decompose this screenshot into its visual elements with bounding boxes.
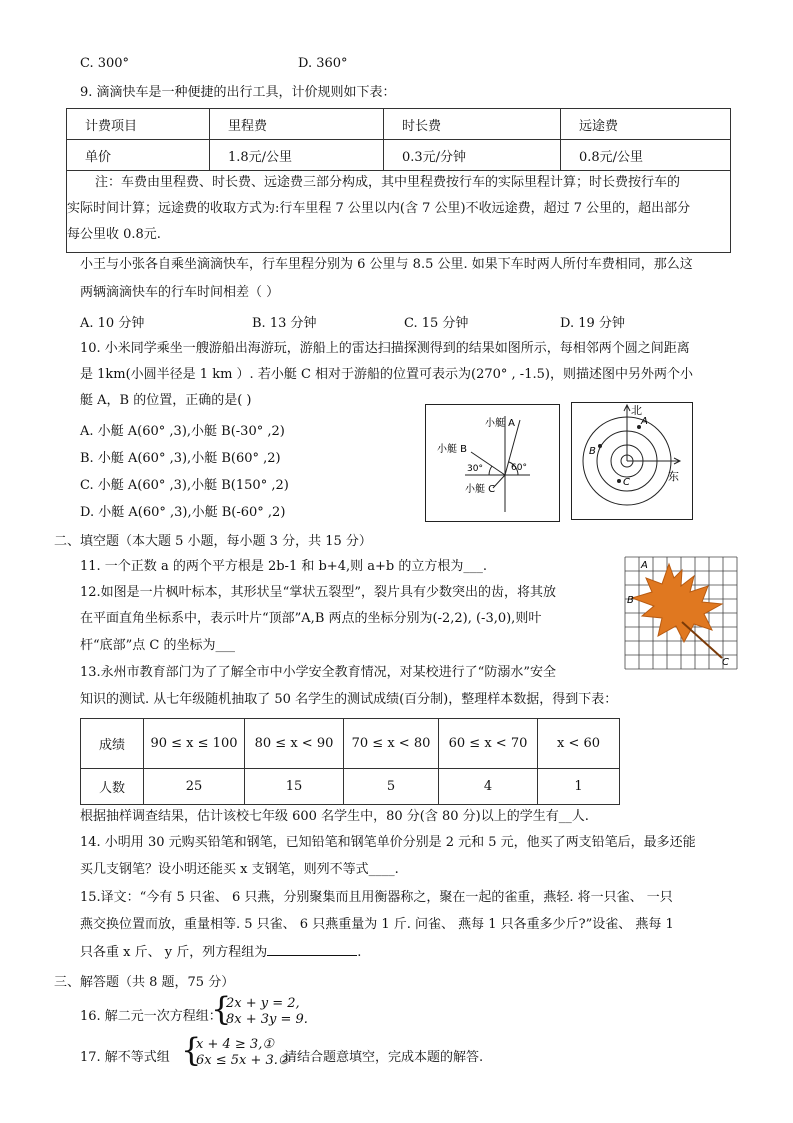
fee-table-header-row <box>67 109 731 140</box>
boat-a-label: 小艇 A <box>485 418 516 429</box>
boat-b-dot <box>598 444 602 448</box>
q11: 11. 一个正数 a 的两个平方根是 2b-1 和 b+4,则 a+b 的立方根为___. <box>80 559 487 574</box>
score-count-cell: 15 <box>245 769 344 805</box>
radar-b-label: B <box>589 446 596 457</box>
section-2-title: 二、填空题（本大题 5 小题，每小题 3 分，共 15 分） <box>54 534 372 549</box>
boat-angle-figure <box>425 404 560 522</box>
fee-table-row <box>67 140 731 171</box>
q10-option-d: D. 小艇 A(60° ,3),小艇 B(-60° ,2) <box>80 505 286 520</box>
score-count-cell: 25 <box>144 769 245 805</box>
angle-30-label: 30° <box>467 464 483 474</box>
q16-equation-1: 2x + y = 2, <box>226 996 300 1011</box>
q15-line-last: 只各重 x 斤、 y 斤，列方程组为 . <box>80 945 362 960</box>
q16-brace: { <box>211 990 232 1028</box>
q9-option-b: B. 13 分钟 <box>252 316 317 331</box>
q14-line: 买几支钢笔？设小明还能买 x 支钢笔，则列不等式____. <box>80 862 399 877</box>
score-count-cell: 1 <box>538 769 620 805</box>
q16-label: 16. 解二元一次方程组： <box>80 1009 222 1024</box>
score-table <box>80 718 620 805</box>
east-label: 东 <box>668 470 679 483</box>
q9-option-d: D. 19 分钟 <box>560 316 625 331</box>
fee-cell: 0.3元/分钟 <box>384 140 561 171</box>
q10-option-c: C. 小艇 A(60° ,3),小艇 B(150° ,2) <box>80 478 289 493</box>
q9-option-a: A. 10 分钟 <box>80 316 145 331</box>
q8-option-d: D. 360° <box>298 56 348 71</box>
q12-line: 12.如图是一片枫叶标本，其形状呈“掌状五裂型”，裂片具有少数突出的齿，将其放 <box>80 585 556 600</box>
leaf-stem <box>682 622 722 658</box>
q10-line: 10. 小米同学乘坐一艘游船出海游玩，游船上的雷达扫描探测得到的结果如图所示，每相邻两个圆之间距离 <box>80 341 690 356</box>
score-header-cell: 60 ≤ x < 70 <box>439 719 538 769</box>
score-header-cell: 70 ≤ x < 80 <box>344 719 439 769</box>
fee-cell: 0.8元/公里 <box>561 140 731 171</box>
fee-header-cell: 计费项目 <box>67 109 210 140</box>
q15-line: 15.译文：“今有 5 只雀、 6 只燕，分别聚集而且用衡器称之，聚在一起的雀重，燕轻. 将一只雀、 一只 <box>80 890 673 905</box>
maple-leaf-figure <box>624 556 738 670</box>
score-count-row <box>81 769 620 805</box>
fee-note-line: 注：车费由里程费、时长费、远途费三部分构成，其中里程费按行车的实际里程计算；时长费按行车的 <box>95 175 681 190</box>
score-count-cell: 4 <box>439 769 538 805</box>
q9-question-line: 小王与小张各自乘坐滴滴快车，行车里程分别为 6 公里与 8.5 公里. 如果下车时两人所付车费相同，那么这 <box>80 257 693 272</box>
fee-header-cell: 里程费 <box>210 109 384 140</box>
q10-line: 是 1km(小圆半径是 1 km ）. 若小艇 C 相对于游船的位置可表示为(270° , -1.5)，则描述图中另外两个小 <box>80 367 693 382</box>
fee-note <box>66 170 731 253</box>
radar-c-label: C <box>623 477 630 488</box>
q13-line: 13.永州市教育部门为了了解全市中小学安全教育情况，对某校进行了“防溺水”安全 <box>80 665 556 680</box>
score-header-cell: 80 ≤ x < 90 <box>245 719 344 769</box>
leaf-point-b-label: B <box>627 595 634 606</box>
q16-equation-2: 8x + 3y = 9. <box>226 1012 308 1027</box>
score-count-cell: 5 <box>344 769 439 805</box>
q17-inequality-2: 6x ≤ 5x + 3.② <box>196 1053 290 1068</box>
score-header-cell: 成绩 <box>81 719 144 769</box>
fee-table <box>66 108 731 171</box>
q13-line: 知识的测试. 从七年级随机抽取了 50 名学生的测试成绩(百分制)，整理样本数据，得到下表： <box>80 692 618 707</box>
score-header-cell: 90 ≤ x ≤ 100 <box>144 719 245 769</box>
fee-header-cell: 时长费 <box>384 109 561 140</box>
q10-line: 艇 A，B 的位置，正确的是( ) <box>80 393 252 408</box>
leaf-point-c-label: C <box>722 657 729 668</box>
fee-header-cell: 远途费 <box>561 109 731 140</box>
maple-leaf-icon <box>632 564 722 642</box>
boat-b-label: 小艇 B <box>437 444 468 455</box>
q14-line: 14. 小明用 30 元购买铅笔和钢笔，已知铅笔和钢笔单价分别是 2 元和 5 元，他买了两支铅笔后，最多还能 <box>80 835 696 850</box>
north-label: 北 <box>631 404 642 417</box>
leaf-point-a-label: A <box>641 560 648 571</box>
angle-60-label: 60° <box>511 463 527 473</box>
score-header-row <box>81 719 620 769</box>
q10-option-a: A. 小艇 A(60° ,3),小艇 B(-30° ,2) <box>80 424 285 439</box>
score-header-cell: x < 60 <box>538 719 620 769</box>
fee-cell: 单价 <box>67 140 210 171</box>
q15-line: 只各重 x 斤、 y 斤，列方程组为 <box>80 945 268 960</box>
q17-brace: { <box>181 1031 202 1069</box>
q10-option-b: B. 小艇 A(60° ,3),小艇 B(60° ,2) <box>80 451 281 466</box>
q8-option-c: C. 300° <box>80 56 130 71</box>
answer-blank <box>267 943 357 956</box>
fee-note-line: 实际时间计算；远途费的收取方式为:行车里程 7 公里以内(含 7 公里)不收远途费，超过 7 公里的，超出部分 <box>67 201 691 216</box>
radar-figure <box>571 402 693 520</box>
score-count-cell: 人数 <box>81 769 144 805</box>
fee-cell: 1.8元/公里 <box>210 140 384 171</box>
q17-label: 17. 解不等式组 <box>80 1050 170 1065</box>
q12-line: 杆“底部”点 C 的坐标为___ <box>80 638 236 653</box>
q15-line: 燕交换位置而放，重量相等. 5 只雀、 6 只燕重量为 1 斤. 问雀、 燕每 1 只各重多少斤?”设雀、 燕每 1 <box>80 917 674 932</box>
q17-instruction: 请结合题意填空，完成本题的解答. <box>284 1050 484 1065</box>
q12-line: 在平面直角坐标系中，表示叶片“顶部”A,B 两点的坐标分别为(-2,2), (-3,0),则叶 <box>80 611 542 626</box>
boat-c-label: 小艇 C <box>465 484 496 495</box>
radar-a-label: A <box>641 416 648 427</box>
q13-conclusion: 根据抽样调查结果，估计该校七年级 600 名学生中，80 分(含 80 分)以上的学生有__人. <box>80 809 589 824</box>
section-3-title: 三、解答题（共 8 题，75 分） <box>54 975 235 990</box>
q9-option-c: C. 15 分钟 <box>404 316 469 331</box>
q9-question-line: 两辆滴滴快车的行车时间相差（ ） <box>80 285 280 300</box>
fee-note-line: 每公里收 0.8元. <box>67 227 161 242</box>
boat-c-dot <box>617 479 621 483</box>
q9-stem: 9. 滴滴快车是一种便捷的出行工具，计价规则如下表： <box>80 85 396 100</box>
q17-inequality-1: x + 4 ≥ 3,① <box>196 1037 274 1052</box>
